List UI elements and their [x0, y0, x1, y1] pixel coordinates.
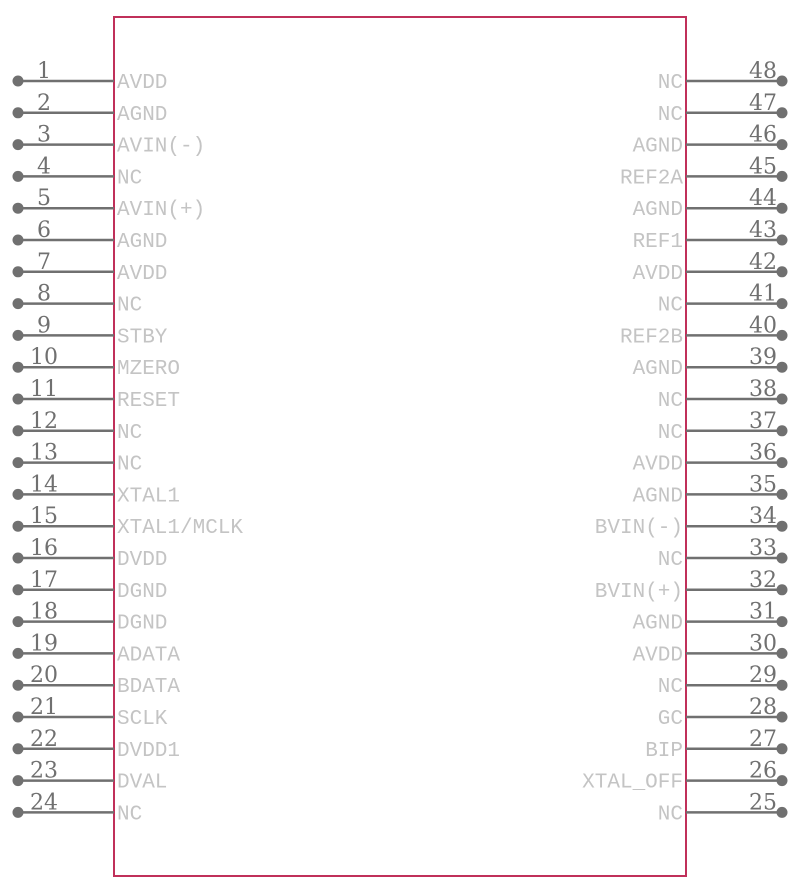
- pin-44: [633, 186, 788, 222]
- pin-name: BVIN(+): [594, 580, 683, 604]
- pin-number: 1: [37, 59, 51, 84]
- pin-number: 21: [30, 695, 58, 720]
- pin-name: AVIN(+): [117, 199, 206, 223]
- pin-dot: [777, 584, 788, 595]
- pin-30: [633, 631, 788, 667]
- pin-name: AGND: [632, 135, 683, 159]
- pin-number: 46: [749, 122, 777, 148]
- pin-number: 26: [749, 758, 777, 784]
- pin-name: GC: [657, 708, 683, 731]
- pin-number: 29: [749, 663, 777, 689]
- pin-dot: [13, 457, 24, 468]
- pin-name: RESET: [117, 390, 181, 413]
- pin-dot: [13, 362, 24, 373]
- pin-dot: [777, 76, 788, 87]
- pin-27: [645, 727, 787, 763]
- pin-number: 36: [749, 440, 777, 466]
- pin-dot: [13, 775, 24, 786]
- pin-number: 44: [749, 186, 777, 212]
- pin-name: AGND: [117, 103, 168, 127]
- pin-20: [13, 663, 181, 699]
- pin-number: 24: [30, 790, 58, 816]
- pin-number: 6: [37, 218, 51, 243]
- pin-number: 14: [30, 472, 58, 498]
- pin-number: 23: [30, 758, 58, 784]
- pin-number: 16: [30, 536, 58, 561]
- pin-dot: [13, 171, 24, 182]
- pin-name: NC: [657, 103, 683, 127]
- pin-dot: [13, 425, 24, 436]
- pin-dot: [777, 330, 788, 341]
- pin-name: NC: [117, 294, 143, 318]
- pin-number: 30: [749, 631, 777, 657]
- pin-dot: [13, 553, 24, 564]
- pin-dot: [13, 330, 24, 341]
- pin-name: REF1: [632, 231, 683, 254]
- pin-number: 9: [37, 313, 51, 339]
- pin-name: BVIN(-): [594, 517, 683, 541]
- pin-number: 48: [749, 59, 777, 84]
- pin-43: [633, 218, 788, 254]
- pin-29: [658, 663, 788, 699]
- pin-name: NC: [657, 72, 683, 95]
- pin-name: NC: [657, 390, 683, 413]
- pin-name: AGND: [117, 231, 168, 254]
- pin-17: [13, 568, 168, 604]
- left-pin-group: [13, 59, 244, 826]
- pin-dot: [13, 203, 24, 214]
- pin-dot: [13, 394, 24, 405]
- pin-dot: [777, 648, 788, 659]
- pin-number: 47: [749, 90, 777, 116]
- pin-35: [633, 472, 788, 508]
- pin-name: AVDD: [117, 262, 168, 286]
- pin-8: [13, 282, 143, 318]
- pin-name: AVDD: [117, 72, 168, 95]
- pin-name: AGND: [632, 612, 683, 636]
- pin-18: [13, 600, 168, 636]
- pin-name: DVAL: [117, 771, 168, 795]
- pin-number: 37: [749, 408, 777, 434]
- pin-name: NC: [117, 803, 143, 827]
- pin-dot: [777, 235, 788, 246]
- pin-dot: [777, 107, 788, 118]
- pin-dot: [777, 616, 788, 627]
- pin-32: [595, 568, 788, 604]
- pin-dot: [13, 489, 24, 500]
- pin-dot: [777, 362, 788, 373]
- pin-name: NC: [117, 167, 143, 191]
- pin-11: [13, 377, 181, 413]
- pin-25: [658, 790, 788, 826]
- pin-number: 27: [749, 726, 777, 752]
- pin-number: 32: [749, 567, 777, 593]
- pin-number: 35: [749, 472, 777, 498]
- pin-name: NC: [657, 549, 683, 572]
- pin-12: [13, 409, 143, 445]
- pin-number: 28: [749, 695, 777, 720]
- pin-33: [658, 536, 788, 572]
- pin-name: MZERO: [117, 358, 181, 382]
- pin-14: [13, 472, 181, 508]
- pin-24: [13, 790, 143, 826]
- pin-38: [658, 377, 788, 413]
- pin-28: [658, 695, 788, 731]
- pin-10: [13, 345, 181, 381]
- pin-name: STBY: [117, 326, 168, 350]
- pin-dot: [777, 743, 788, 754]
- pin-13: [13, 441, 143, 477]
- pin-number: 39: [749, 345, 777, 371]
- pin-5: [13, 186, 206, 222]
- pin-41: [658, 282, 788, 318]
- pin-dot: [777, 171, 788, 182]
- pin-number: 13: [30, 440, 58, 466]
- pin-dot: [13, 743, 24, 754]
- pin-number: 2: [37, 90, 51, 116]
- pin-number: 18: [30, 599, 58, 625]
- pin-dot: [13, 616, 24, 627]
- pin-46: [633, 123, 788, 159]
- pin-dot: [777, 425, 788, 436]
- pin-number: 11: [30, 377, 58, 402]
- pin-dot: [777, 712, 788, 723]
- pin-name: AGND: [632, 358, 683, 382]
- pin-number: 22: [30, 726, 58, 752]
- pin-name: BIP: [645, 739, 683, 763]
- pin-7: [13, 250, 168, 286]
- pin-number: 40: [749, 313, 777, 339]
- pin-name: DGND: [117, 580, 168, 604]
- pin-number: 3: [37, 122, 51, 148]
- pin-dot: [777, 521, 788, 532]
- pin-dot: [13, 107, 24, 118]
- pin-name: NC: [657, 676, 683, 700]
- pin-number: 8: [37, 281, 51, 307]
- pin-40: [620, 313, 788, 349]
- pin-name: AGND: [632, 485, 683, 509]
- pin-name: NC: [657, 803, 683, 827]
- pin-dot: [777, 139, 788, 150]
- pin-name: REF2B: [619, 326, 683, 350]
- pin-dot: [777, 298, 788, 309]
- pin-name: SCLK: [117, 708, 168, 731]
- pin-23: [13, 759, 168, 795]
- pin-number: 43: [749, 218, 777, 243]
- pin-47: [658, 91, 788, 127]
- pin-number: 41: [749, 281, 777, 307]
- pin-number: 45: [749, 154, 777, 180]
- pin-name: DGND: [117, 612, 168, 636]
- pin-39: [633, 345, 788, 381]
- pin-dot: [13, 807, 24, 818]
- pin-number: 20: [30, 663, 58, 689]
- pin-dot: [13, 139, 24, 150]
- pin-dot: [13, 298, 24, 309]
- pin-name: NC: [117, 421, 143, 445]
- right-pin-group: [582, 59, 787, 826]
- pin-name: AVDD: [632, 644, 683, 668]
- pin-37: [658, 409, 788, 445]
- pin-number: 42: [749, 249, 777, 275]
- pin-dot: [13, 584, 24, 595]
- pin-dot: [13, 680, 24, 691]
- pin-dot: [777, 807, 788, 818]
- pin-45: [620, 154, 788, 190]
- pin-name: XTAL_OFF: [582, 771, 683, 795]
- pin-name: XTAL1: [117, 485, 181, 509]
- pin-number: 31: [749, 599, 777, 625]
- pin-dot: [13, 235, 24, 246]
- pin-dot: [777, 680, 788, 691]
- pin-9: [13, 313, 168, 349]
- pin-dot: [777, 203, 788, 214]
- pin-dot: [777, 489, 788, 500]
- pin-name: ADATA: [117, 644, 181, 668]
- pin-21: [13, 695, 168, 731]
- pin-19: [13, 631, 181, 667]
- pin-number: 4: [37, 154, 51, 180]
- pin-26: [582, 759, 787, 795]
- pin-number: 17: [30, 567, 58, 593]
- pin-number: 7: [37, 249, 51, 275]
- pin-name: XTAL1/MCLK: [117, 517, 244, 541]
- pin-number: 34: [749, 504, 777, 530]
- pin-3: [13, 123, 206, 159]
- pin-dot: [777, 394, 788, 405]
- pin-48: [658, 59, 788, 95]
- pin-name: NC: [657, 421, 683, 445]
- pin-6: [13, 218, 168, 254]
- pin-dot: [13, 712, 24, 723]
- pin-name: NC: [657, 294, 683, 318]
- pin-number: 25: [749, 790, 777, 816]
- pin-15: [13, 504, 244, 540]
- pin-name: AVIN(-): [117, 135, 206, 159]
- pin-name: DVDD: [117, 549, 168, 572]
- pin-name: REF2A: [619, 167, 683, 191]
- pin-number: 15: [30, 504, 58, 530]
- pin-dot: [13, 521, 24, 532]
- pin-name: AGND: [632, 199, 683, 223]
- pin-4: [13, 154, 143, 190]
- pin-name: AVDD: [632, 453, 683, 477]
- pin-31: [633, 600, 788, 636]
- pin-dot: [13, 76, 24, 87]
- pin-36: [633, 441, 788, 477]
- pin-dot: [13, 648, 24, 659]
- pin-number: 33: [749, 536, 777, 561]
- pin-dot: [777, 553, 788, 564]
- pin-1: [13, 59, 168, 95]
- pin-2: [13, 91, 168, 127]
- pin-number: 38: [749, 377, 777, 402]
- pin-name: AVDD: [632, 262, 683, 286]
- pin-dot: [13, 266, 24, 277]
- pin-number: 10: [30, 345, 58, 371]
- pin-dot: [777, 266, 788, 277]
- pin-name: BDATA: [117, 676, 181, 700]
- pin-16: [13, 536, 168, 572]
- pin-22: [13, 727, 181, 763]
- pin-dot: [777, 457, 788, 468]
- pin-42: [633, 250, 788, 286]
- pin-number: 12: [30, 408, 58, 434]
- pin-name: NC: [117, 453, 143, 477]
- pin-34: [595, 504, 788, 540]
- pin-number: 19: [30, 631, 58, 657]
- pin-name: DVDD1: [117, 739, 181, 763]
- pin-dot: [777, 775, 788, 786]
- pin-number: 5: [37, 186, 51, 212]
